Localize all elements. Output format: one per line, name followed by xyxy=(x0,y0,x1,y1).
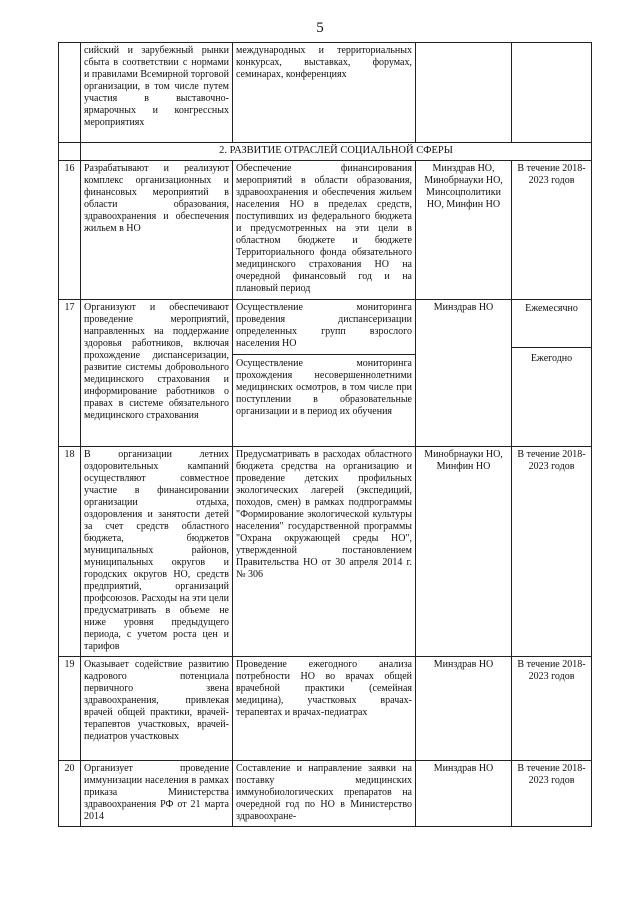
row-term: В течение 2018-2023 годов xyxy=(512,161,592,300)
table-row xyxy=(59,447,592,657)
row-term: В течение 2018-2023 годов xyxy=(512,761,592,827)
row-action: Разрабатывают и реализуют комплекс организационных и финансовых мероприятий в области образования, здравоохранения и обеспечения жильем в НО xyxy=(81,161,233,300)
table-row xyxy=(59,657,592,761)
row-measure-item: Осуществление мониторинга прохождения несовершеннолетними медицинских осмотров, в том числе при поступлении в образовательные организации и в период их обучения xyxy=(236,358,412,417)
row-number: 17 xyxy=(59,300,81,447)
row-term: В течение 2018-2023 годов xyxy=(512,447,592,657)
row-measure: Предусматривать в расходах областного бюджета средства на организацию и проведение детских профильных экологических лагерей (экспедиций, походов, смен) в рамках подпрограммы "Формирование экологической культуры населения" государственной программы "Охрана окружающей среды НО", утвержденной постановлением Правительства НО от 30 апреля 2014 г. № 306 xyxy=(233,447,416,657)
row-measure xyxy=(233,300,416,447)
table-row xyxy=(59,161,592,300)
row-action: В организации летних оздоровительных кампаний осуществляют совместное участие в финансировании организации отдыха, оздоровления и занятости детей за счет средств областного бюджета, бюджетов муниципальных районов, муниципальных округов и городских округов НО, средств предприятий, организаций профсоюзов. Расходы на эти цели предусматривать в объеме не ниже уровня предыдущего периода, с учетом роста цен и тарифов xyxy=(81,447,233,657)
row-number xyxy=(59,43,81,143)
row-organization: Минобрнауки НО, Минфин НО xyxy=(416,447,512,657)
row-organization: Минздрав НО xyxy=(416,761,512,827)
row-measure: Составление и направление заявки на поставку медицинских иммунобиологических препаратов на очередной год по НО в Министерство здравоохране- xyxy=(233,761,416,827)
row-term-item: Ежемесячно xyxy=(512,300,591,348)
row-term xyxy=(512,43,592,143)
section-header-row xyxy=(59,143,592,161)
row-measure: международных и территориальных конкурсах, выставках, форумах, семинарах, конференциях xyxy=(233,43,416,143)
table-row xyxy=(59,43,592,143)
page-number: 5 xyxy=(316,20,324,36)
plan-table xyxy=(58,42,592,827)
table-row xyxy=(59,761,592,827)
row-term-item: Ежегодно xyxy=(530,353,573,364)
row-number: 20 xyxy=(59,761,81,827)
section-title: 2. РАЗВИТИЕ ОТРАСЛЕЙ СОЦИАЛЬНОЙ СФЕРЫ xyxy=(81,143,592,161)
row-measure-item: Осуществление мониторинга проведения диспансеризации определенных групп взрослого населения НО xyxy=(236,302,412,349)
row-measure: Обеспечение финансирования мероприятий в области образования, здравоохранения и обеспечения жильем населения НО в пределах средств, поступивших из федерального бюджета и предусмотренных на эти цели в областном бюджете и бюджете Территориального фонда обязательного медицинского страхования НО на очередной финансовый год и на плановый период xyxy=(233,161,416,300)
row-action: сийский и зарубежный рынки сбыта в соответствии с нормами и правилами Всемирной торговой организации, в том числе путем участия в выставочно-ярмарочных и конгрессных мероприятиях xyxy=(81,43,233,143)
row-action: Организует проведение иммунизации населения в рамках приказа Министерства здравоохранения РФ от 21 марта 2014 xyxy=(81,761,233,827)
row-organization: Минздрав НО xyxy=(416,300,512,447)
row-number: 19 xyxy=(59,657,81,761)
row-measure: Проведение ежегодного анализа потребности НО во врачах общей врачебной практики (семейная медицина), участковых врачах-терапевтах и врачах-педиатрах xyxy=(233,657,416,761)
row-term: В течение 2018-2023 годов xyxy=(512,657,592,761)
row-action: Оказывает содействие развитию кадрового потенциала первичного звена здравоохранения, привлекая врачей общей практики, врачей-терапевтов участковых, врачей-педиатров участковых xyxy=(81,657,233,761)
row-organization: Минздрав НО xyxy=(416,657,512,761)
row-number: 18 xyxy=(59,447,81,657)
table-row xyxy=(59,300,592,447)
row-action: Организуют и обеспечивают проведение мероприятий, направленных на поддержание здоровья работников, включая прохождение диспансеризации, развитие системы добровольного медицинского страхования и информирование работников о правах в системе обязательного медицинского страхования xyxy=(81,300,233,447)
row-number: 16 xyxy=(59,161,81,300)
row-divider xyxy=(233,354,415,355)
row-organization xyxy=(416,43,512,143)
row-term xyxy=(512,300,592,447)
row-organization: Минздрав НО, Минобрнауки НО, Минсоцполитики НО, Минфин НО xyxy=(416,161,512,300)
